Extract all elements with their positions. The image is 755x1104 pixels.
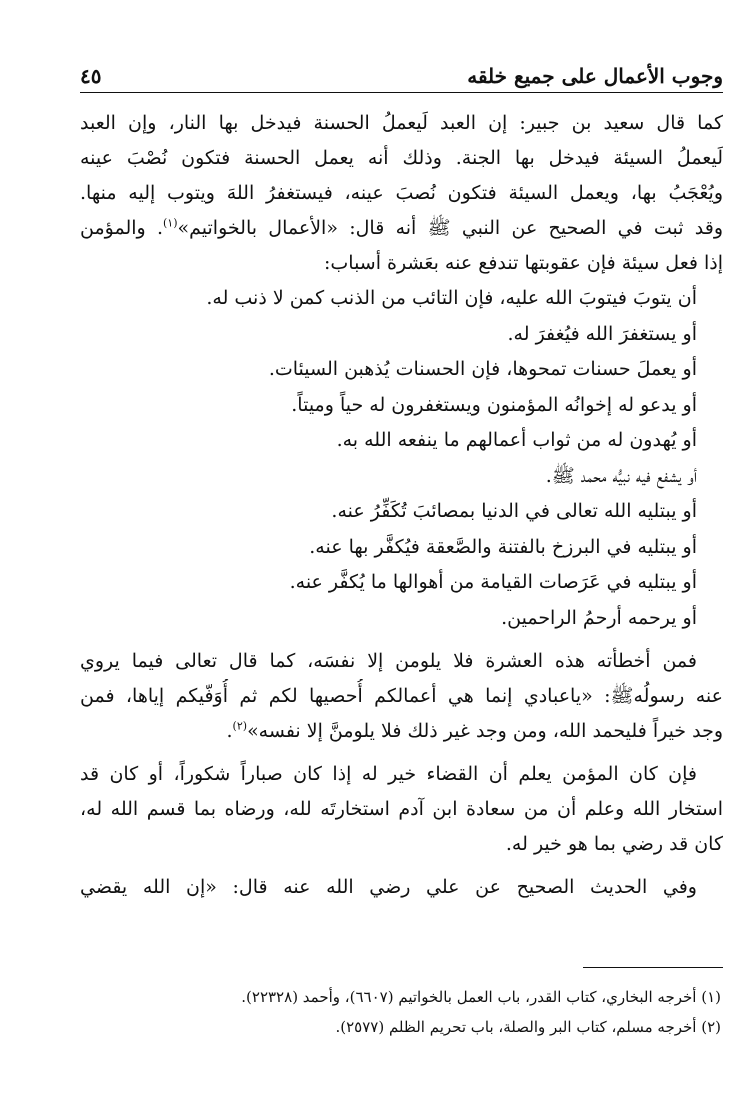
paragraph-line: فمن أخطأته هذه العشرة فلا يلومن إلا نفسَه، كما قال تعالى فيما يروي bbox=[80, 650, 697, 672]
list-item: أو يبتليه الله تعالى في الدنيا بمصائبَ تُكَفِّرُ عنه. bbox=[331, 500, 697, 522]
footnote-rule bbox=[583, 967, 723, 968]
list-item: أو يعملَ حسنات تمحوها، فإن الحسنات يُذهبن السيئات. bbox=[268, 358, 697, 380]
paragraph-line: عنه رسولُهﷺ: «ياعبادي إنما هي أعمالكم أُحصيها لكم ثم أُوَفّيكم إياها، فمن bbox=[80, 685, 723, 707]
page-header bbox=[80, 60, 723, 88]
line-text: وقد ثبت في الصحيح عن النبي ﷺ أنه قال: «الأعمال بالخواتيم» bbox=[177, 217, 723, 239]
book-page bbox=[80, 0, 723, 1104]
paragraph-line: وفي الحديث الصحيح عن علي رضي الله عنه قال: «إن الله يقضي bbox=[80, 876, 697, 898]
paragraph-2 bbox=[80, 644, 723, 749]
list-item: أن يتوبَ فيتوبَ الله عليه، فإن التائب من الذنب كمن لا ذنب له. bbox=[206, 287, 697, 309]
header-rule bbox=[80, 92, 723, 93]
footnote-2: (٢) أخرجه مسلم، كتاب البر والصلة، باب تحريم الظلم (٢٥٧٧). bbox=[335, 1018, 721, 1036]
list-item: أو يُهدون له من ثواب أعمالهم ما ينفعه الله به. bbox=[336, 429, 697, 451]
footnote-ref[interactable]: (١) bbox=[163, 216, 178, 230]
paragraph-line: فإن كان المؤمن يعلم أن القضاء خير له إذا كان صباراً شكوراً، أو كان قد bbox=[80, 763, 697, 785]
running-title: وجوب الأعمال على جميع خلقه bbox=[467, 64, 723, 88]
page-number: ٤٥ bbox=[80, 64, 102, 88]
paragraph-line: كما قال سعيد بن جبير: إن العبد لَيعملُ الحسنة فيدخل بها النار، وإن العبد bbox=[80, 112, 723, 134]
list-item: أو يبتليه في البرزخ بالفتنة والصَّعقة فيُكفَّر بها عنه. bbox=[309, 535, 697, 558]
paragraph-1 bbox=[80, 106, 723, 281]
body-text bbox=[80, 106, 723, 905]
line-text: وجد خيراً فليحمد الله، ومن وجد غير ذلك فلا يلومنَّ إلا نفسه» bbox=[247, 720, 723, 742]
list-item: أو يبتليه في عَرَصات القيامة من أهوالها ما يُكفَّر عنه. bbox=[289, 571, 697, 593]
paragraph-line: استخار الله وعلم أن من سعادة ابن آدم استخارتَه لله، ورضاه بما قسم الله له، bbox=[80, 798, 723, 820]
paragraph-line: إذا فعل سيئة فإن عقوبتها تندفع عنه بعَشرة أسباب: bbox=[324, 252, 723, 274]
footnote-1: (١) أخرجه البخاري، كتاب القدر، باب العمل بالخواتيم (٦٦٠٧)، وأحمد (٢٢٣٢٨). bbox=[241, 988, 721, 1006]
paragraph-line bbox=[80, 714, 723, 749]
reasons-list bbox=[80, 281, 723, 636]
paragraph-line: كان قد رضي بما هو خير له. bbox=[505, 833, 723, 855]
list-item: أو يستغفرَ الله فيُغفرَ له. bbox=[507, 322, 697, 345]
line-text: . bbox=[226, 720, 233, 742]
list-item: أو يرحمه أرحمُ الراحمين. bbox=[501, 606, 697, 629]
paragraph-line: لَيعملُ السيئة فيدخل بها الجنة. وذلك أنه يعمل الحسنة فتكون نُصْبَ عينه bbox=[80, 147, 723, 169]
list-item: أو يدعو له إخوانُه المؤمنون ويستغفرون له حياً وميتاً. bbox=[291, 393, 697, 416]
list-item: أو يشفع فيه نبيُّه محمد ﷺ. bbox=[545, 464, 697, 487]
footnotes bbox=[80, 982, 723, 1042]
paragraph-3 bbox=[80, 757, 723, 862]
line-text: . والمؤمن bbox=[80, 217, 163, 239]
paragraph-line: ويُعْجَبُ بها، ويعمل السيئة فتكون نُصبَ عينه، فيستغفرُ اللهَ ويتوب إليه منها. bbox=[80, 182, 723, 204]
paragraph-4 bbox=[80, 870, 723, 905]
paragraph-line bbox=[80, 211, 723, 246]
footnote-ref[interactable]: (٢) bbox=[232, 719, 248, 733]
